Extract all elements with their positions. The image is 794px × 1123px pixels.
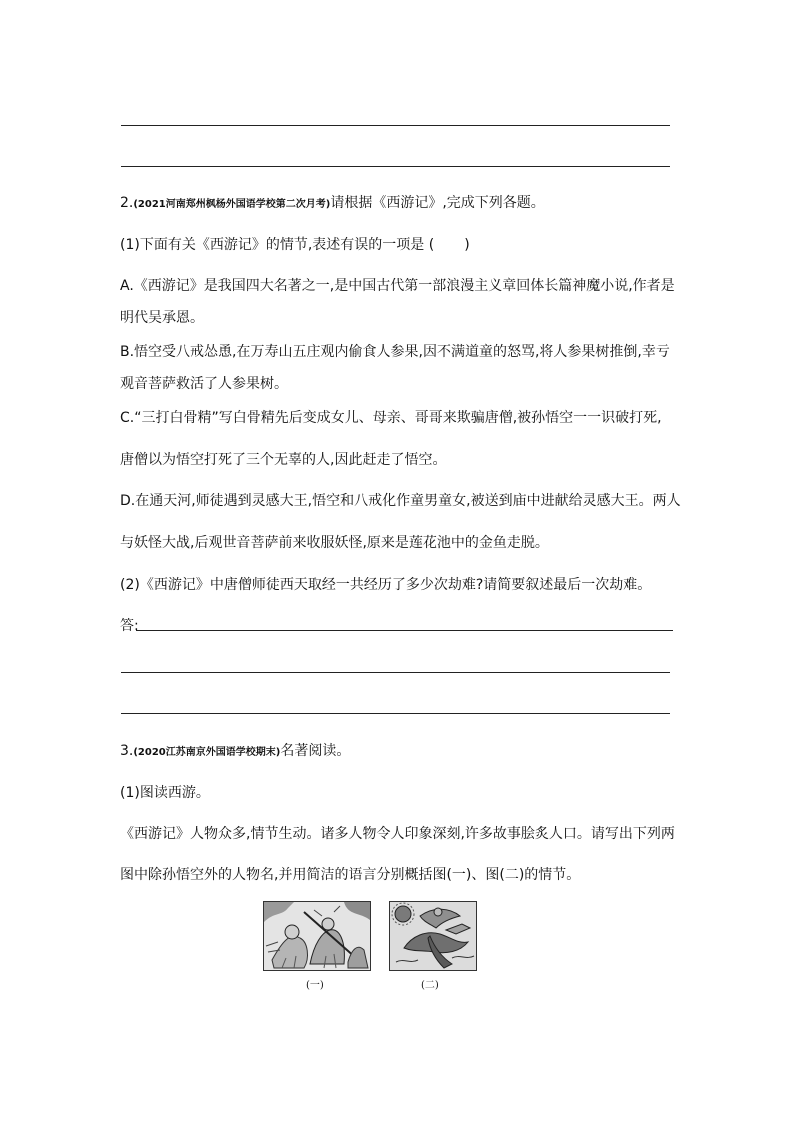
answer-line[interactable]	[121, 166, 670, 167]
stem-close-paren: )	[464, 237, 470, 253]
question-prompt: 请根据《西游记》,完成下列各题。	[330, 195, 545, 211]
question-2-header	[120, 192, 545, 212]
figure-2-drawing	[390, 902, 476, 970]
question-3-header	[120, 740, 350, 760]
question-source: (2021河南郑州枫杨外国语学校第二次月考)	[133, 199, 331, 210]
sub-question-2-stem: (2)《西游记》中唐僧师徒西天取经一共经历了多少次劫难?请简要叙述最后一次劫难。	[120, 577, 652, 593]
question-number: 2.	[120, 195, 134, 211]
figure-caption: (二)	[421, 980, 439, 991]
question-prompt: 名著阅读。	[280, 743, 351, 759]
sub-question-1-stem	[120, 234, 470, 254]
paragraph-line: 《西游记》人物众多,情节生动。诸多人物令人印象深刻,许多故事脍炙人口。请写出下列两	[120, 826, 675, 842]
illustration-flying-figure-icon	[389, 901, 477, 971]
option-a-line1: A.《西游记》是我国四大名著之一,是中国古代第一部浪漫主义章回体长篇神魔小说,作者是	[120, 278, 675, 294]
answer-line[interactable]	[121, 672, 670, 673]
option-b-line2: 观音菩萨救活了人参果树。	[120, 376, 288, 392]
option-d-line2: 与妖怪大战,后观世音菩萨前来收服妖怪,原来是莲花池中的金鱼走脱。	[120, 535, 549, 551]
answer-line[interactable]	[121, 125, 670, 126]
answer-label: 答:	[120, 618, 139, 634]
option-c-line2: 唐僧以为悟空打死了三个无辜的人,因此赶走了悟空。	[120, 452, 447, 468]
option-c-line1: C.“三打白骨精”写白骨精先后变成女儿、母亲、哥哥来欺骗唐僧,被孙悟空一一识破打死,	[120, 410, 662, 426]
question-source: (2020江苏南京外国语学校期末)	[133, 747, 281, 758]
figure-1-drawing	[264, 902, 370, 970]
option-b-line1: B.悟空受八戒怂恿,在万寿山五庄观内偷食人参果,因不满道童的怒骂,将人参果树推倒,幸亏	[120, 344, 670, 360]
option-a-line2: 明代吴承恩。	[120, 310, 204, 326]
paragraph-line: 图中除孙悟空外的人物名,并用简洁的语言分别概括图(一)、图(二)的情节。	[120, 867, 581, 883]
answer-line[interactable]	[136, 630, 673, 631]
illustration-battle-scene-icon	[263, 901, 371, 971]
sub-question-1-title: (1)图读西游。	[120, 785, 210, 801]
figure-caption: (一)	[306, 980, 324, 991]
answer-line[interactable]	[121, 713, 670, 714]
option-d-line1: D.在通天河,师徒遇到灵感大王,悟空和八戒化作童男童女,被送到庙中进献给灵感大王。两人	[120, 493, 681, 509]
stem-text: (1)下面有关《西游记》的情节,表述有误的一项是 (	[120, 237, 435, 253]
question-number: 3.	[120, 743, 134, 759]
